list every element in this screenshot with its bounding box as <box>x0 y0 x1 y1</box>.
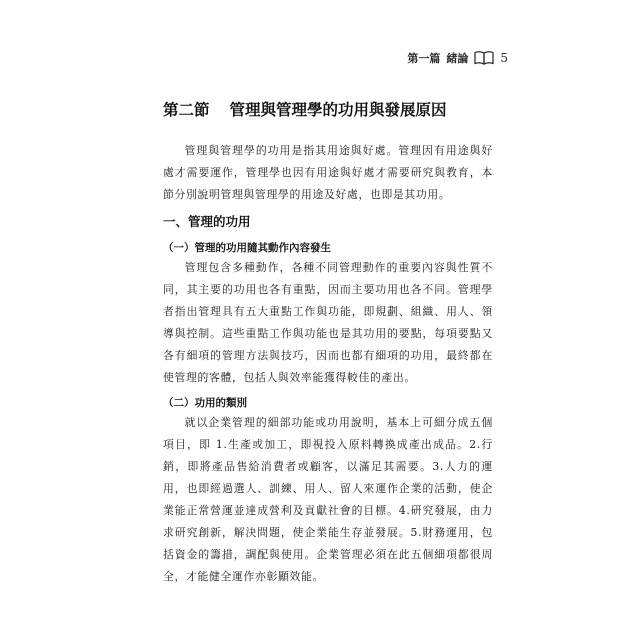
subsection-heading: 一、管理的功用 <box>163 214 251 229</box>
section-number: 第二節 <box>163 101 210 119</box>
open-book-icon <box>474 51 494 65</box>
page-content <box>163 98 493 594</box>
page-number: 5 <box>500 51 508 65</box>
running-head <box>407 50 508 66</box>
item-body-1: 管理包含多種動作，各種不同管理動作的重要內容與性質不同，其主要的功用也各有重點，因而主要功用也各不同。管理學者指出管理具有五大重點工作與功能，即規劃、組織、用人、領導與控制。這些重點工作與功能也是其功用的要點，每項要點又各有細項的管理方法與技巧，因而也都有細項的功用，最終都在使管理的客體，包括人與效率能獲得較佳的產出。 <box>163 261 493 384</box>
intro-paragraph: 管理與管理學的功用是指其用途與好處。管理因有用途與好處才需要運作，管理學也因有用途與好處才需要研究與教育，本節分別說明管理與管理學的用途及好處，也即是其功用。 <box>163 144 493 201</box>
part-label: 第一篇 <box>407 52 441 65</box>
chapter-label: 緒論 <box>446 52 469 65</box>
section-heading: 管理與管理學的功用與發展原因 <box>229 101 447 119</box>
item-heading-1: （一）管理的功用隨其動作內容發生 <box>163 242 331 254</box>
item-body-2: 就以企業管理的細部功能或功用說明，基本上可細分成五個項目，即 1.生產或加工，即視投入原料轉換成產出成品。2.行銷，即將產品售給消費者或顧客，以滿足其需要。3.人力的運用，也即經過選人、訓練、用人、留人來運作企業的活動，使企業能正常營運並達成營利及貢獻社會的目標。4.研究發展，由力求研究創新，解決問題，使企業能生存並發展。5.財務運用，包括資金的籌措，調配與使用。企業管理必須在此五個細項都很周全，才能健全運作亦彰顯效能。 <box>163 416 493 583</box>
section-title <box>163 98 493 120</box>
item-heading-2: （二）功用的類別 <box>163 397 247 409</box>
